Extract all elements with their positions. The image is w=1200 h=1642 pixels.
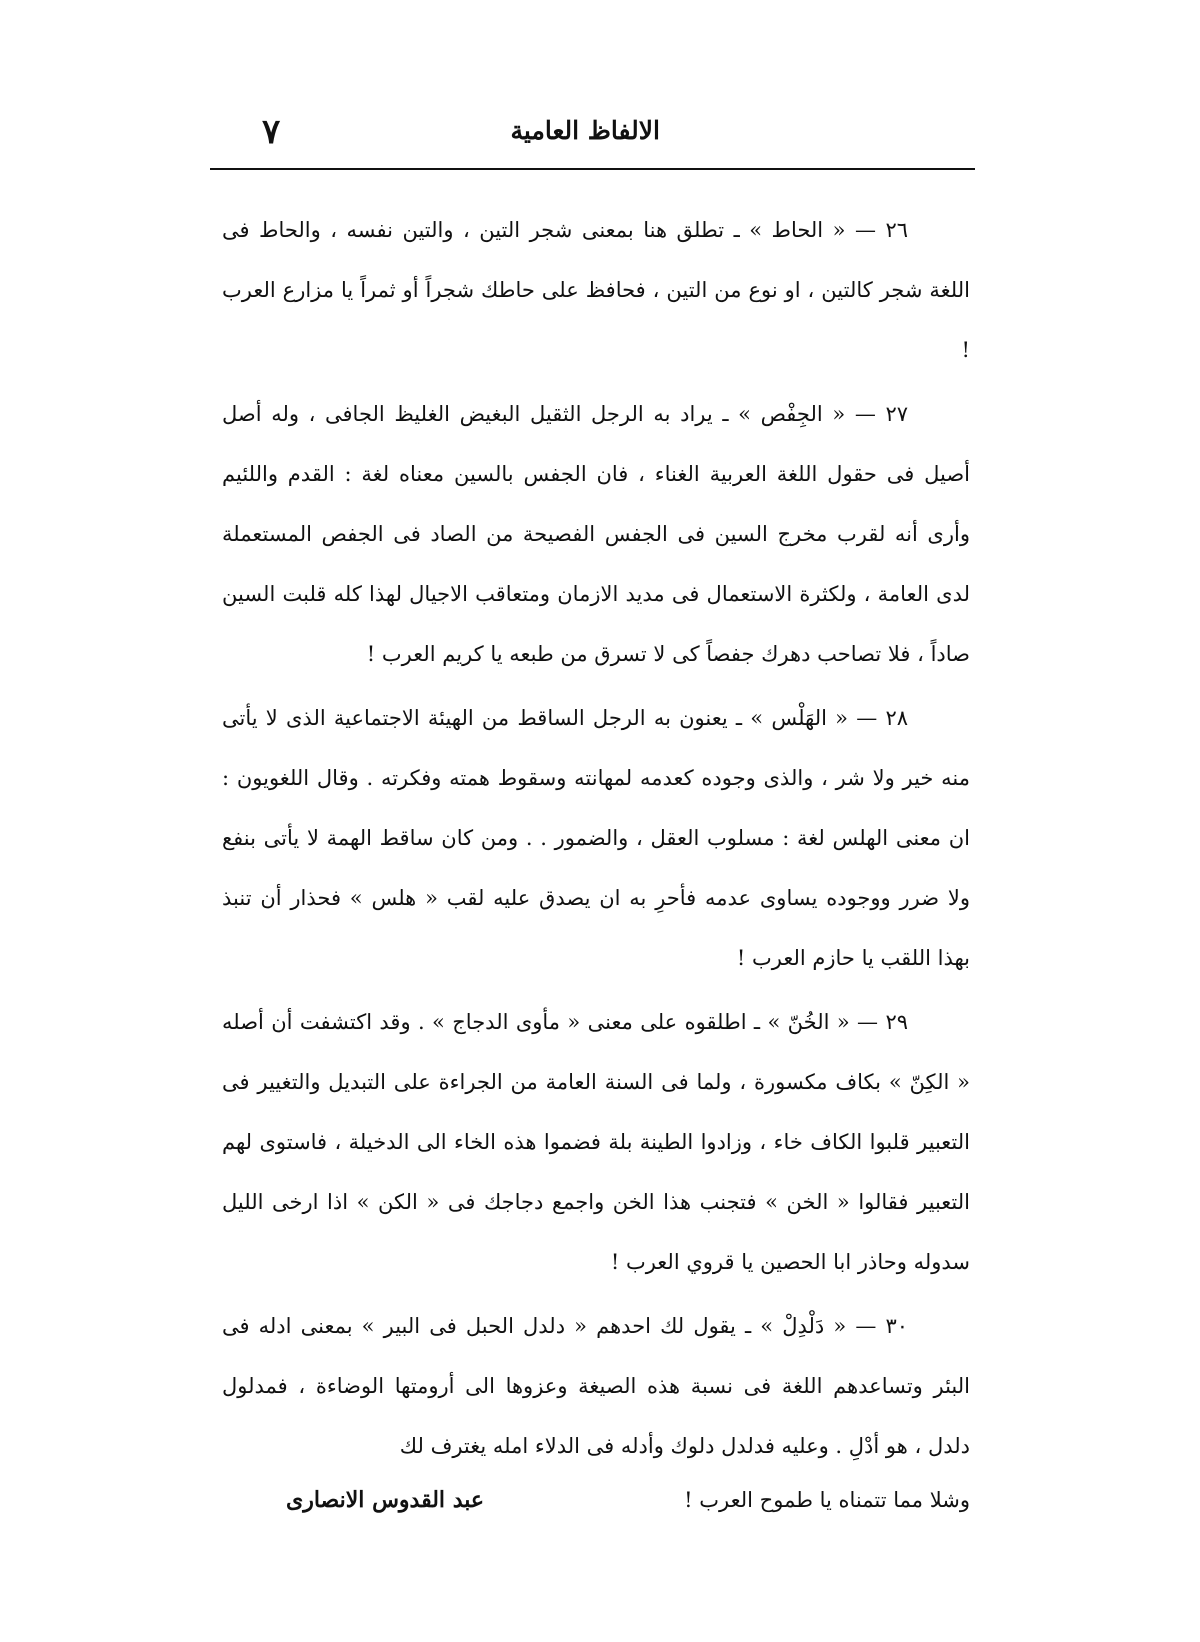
entry-30: ٣٠ — « دَلْدِلْ » ـ يقول لك احدهم « دلدل الحبل فى البير » بمعنى ادله فى البئر وتساعدهم اللغة فى نسبة هذه الصيغة وعزوها الى أرومتها الوضاءة ، فمدلول دلدل ، هو أدْلِ . وعليه فدلدل دلوك وأدله فى الدلاء امله يغترف لك <box>222 1314 970 1458</box>
article-body <box>222 200 970 1476</box>
running-header <box>210 112 970 156</box>
author-signature: عبد القدوس الانصارى <box>286 1487 485 1513</box>
header-divider <box>210 168 975 170</box>
entry-28: ٢٨ — « الهَلْس » ـ يعنون به الرجل الساقط من الهيئة الاجتماعية الذى لا يأتى منه خير ولا شر ، والذى وجوده كعدمه لمهانته وسقوط همته وفكرته . وقال اللغويون : ان معنى الهلس لغة : مسلوب العقل ، والضمور . . ومن كان ساقط الهمة لا يأتى بنفع ولا ضرر ووجوده يساوى عدمه فأحرِ به ان يصدق عليه لقب « هلس » فحذار أن تنبذ بهذا اللقب يا حازم العرب ! <box>222 706 970 970</box>
running-title: الالفاظ العامية <box>510 116 660 145</box>
signature-line <box>222 1470 970 1530</box>
page-number: ٧ <box>262 112 281 152</box>
entry-29: ٢٩ — « الخُنّ » ـ اطلقوه على معنى « مأوى الدجاج » . وقد اكتشفت أن أصله « الكِنّ » بكاف مكسورة ، ولما فى السنة العامة من الجراءة على التبديل والتغيير فى التعبير قلبوا الكاف خاء ، وزادوا الطينة بلة فضموا هذه الخاء الى الدخيلة ، فاستوى لهم التعبير فقالوا « الخن » فتجنب هذا الخن واجمع دجاجك فى « الكن » اذا ارخى الليل سدوله وحاذر ابا الحصين يا قروي العرب ! <box>222 1010 970 1274</box>
closing-line: وشلا مما تتمناه يا طموح العرب ! <box>684 1488 970 1512</box>
entry-26: ٢٦ — « الحاط » ـ تطلق هنا بمعنى شجر التين ، والتين نفسه ، والحاط فى اللغة شجر كالتين ، او نوع من التين ، فحافظ على حاطك شجراً أو ثمراً يا مزارع العرب ! <box>222 218 970 362</box>
entry-27: ٢٧ — « الجِفْص » ـ يراد به الرجل الثقيل البغيض الغليظ الجافى ، وله أصل أصيل فى حقول اللغة العربية الغناء ، فان الجفس بالسين معناه لغة : القدم واللئيم وأرى أنه لقرب مخرج السين فى الجفس الفصيحة من الصاد فى الجفص المستعملة لدى العامة ، ولكثرة الاستعمال فى مديد الازمان ومتعاقب الاجيال لهذا كله قلبت السين صاداً ، فلا تصاحب دهرك جفصاً كى لا تسرق من طبعه يا كريم العرب ! <box>222 402 970 666</box>
